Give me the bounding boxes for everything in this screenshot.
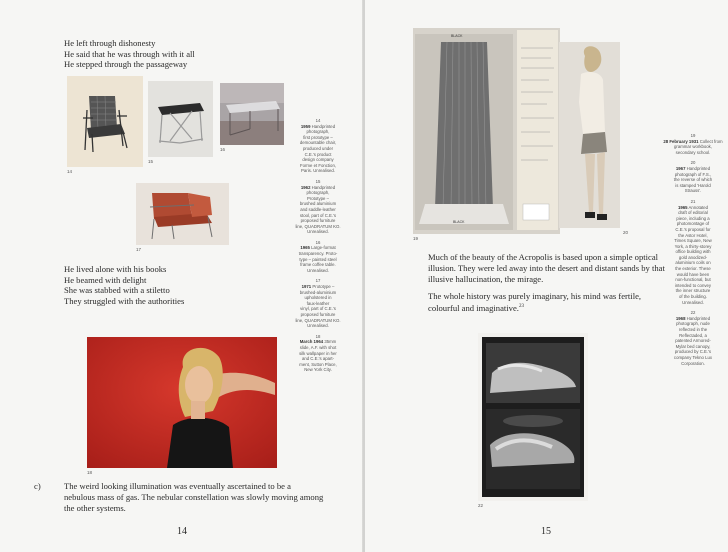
figure-15-stool-photo <box>148 81 213 157</box>
caption-20: 20 1967 Handprinted photograph of F.S., the reverse of which is stamped 'Harold Strauss'. <box>673 160 713 194</box>
verse-block-2 <box>64 264 184 306</box>
caption-18: 18 March 1964 35mm slide, A.F. with shot silk wallpaper in her and C.E.'s apart- ment, Sutton Place, New York City. <box>299 333 337 373</box>
figure-18-portrait-photo <box>87 337 277 468</box>
body-paragraph-left: The weird looking illumination was eventually ascertained to be a nebulous mass of gas. The nebular constellation was slowly moving among the other systems. <box>64 481 324 513</box>
verse-line: She was stabbed with a stiletto <box>64 285 170 296</box>
figure-19-skyscraper-photomontage <box>413 28 560 234</box>
body-paragraph-right-1: Much of the beauty of the Acropolis is based upon a simple optical illusion. They were led away into the desert and distant sands by that illusive hallucination, the mirage. <box>428 252 665 284</box>
print-label-top: BLACK <box>451 34 463 38</box>
verse-line: He stepped through the passageway <box>64 59 188 70</box>
verse-block-1 <box>64 38 195 70</box>
figure-number: 16 <box>220 147 226 152</box>
caption-21: 21 1965 Annotated draft of editorial piece, including a photomontage of C.E.'s proposal for the Astor Hotel, Times Square, New York, a thirty-storey office building with gold anodized- aluminium coils on the exterior. These would have been non-functional, but intended to convey the inner structure of the building. Unrealised. <box>674 198 712 305</box>
figure-16-table-photo <box>220 83 284 145</box>
caption-17: 17 1971 Prototype – brushed-aluminium upholstered in faux-leather vinyl, part of C.E.'s proposed furniture line, QUADRATUM KO. Unrealised. <box>295 278 341 329</box>
figure-20-standing-woman-photo <box>559 42 620 228</box>
caption-22: 22 1968 Handprinted photograph, nude reflected in the Reflectaded, a patented Armored- Mylar bed canopy, produced by C.E.'s company Tekno Lux Corporation. <box>673 310 713 366</box>
captions-column-left <box>288 118 348 378</box>
figure-22-nude-reflection-photo <box>478 333 588 501</box>
figure-number: 15 <box>148 159 154 164</box>
verse-line: He said that he was through with it all <box>64 48 195 59</box>
figure-number: 20 <box>623 230 629 235</box>
figure-number: 19 <box>413 236 419 241</box>
print-label-bottom: BLACK <box>453 220 465 224</box>
caption-15: 15 1962 Handprinted photograph, Prototype – brushed aluminium and saddle-leather stool, part of C.E.'s proposed furniture line, QUADRATUM KO. Unrealised. <box>295 178 341 235</box>
left-page <box>0 0 363 552</box>
verse-line: He left through dishonesty <box>64 38 156 48</box>
page-number-left: 14 <box>177 526 187 537</box>
caption-14: 14 1959 Handprinted photograph, first prototype – demountable chair, produced under C.E.'s product design company Forme et Fonction, Paris. Unrealised. <box>299 118 337 174</box>
figure-number: 22 <box>478 503 484 508</box>
captions-column-right <box>663 133 723 371</box>
verse-line: They struggled with the authorities <box>64 295 185 306</box>
paragraph-marker: c) <box>34 481 41 491</box>
figure-14-chair-photo <box>67 76 143 167</box>
right-page <box>365 0 728 552</box>
figure-number: 18 <box>87 470 93 475</box>
caption-19: 19 28 February 1931 Collect from grammar workbook, secondary school. <box>663 133 723 155</box>
figure-number: 14 <box>67 169 73 174</box>
verse-line: He beamed with delight <box>64 274 147 285</box>
footnote-ref: 23 <box>518 303 524 309</box>
body-paragraph-right-2: The whole history was purely imaginary, his mind was fertile, colourful and imaginative.$^{23}$ <box>428 291 642 313</box>
page-number-right: 15 <box>541 526 551 537</box>
verse-line: He lived alone with his books <box>64 264 167 274</box>
figure-number: 17 <box>136 247 142 252</box>
caption-16: 16 1965 Large-format transparency. Proto- type – painted steel frame coffee table. Unrealised. <box>298 239 338 273</box>
figure-17-red-chair-photo <box>136 183 229 245</box>
